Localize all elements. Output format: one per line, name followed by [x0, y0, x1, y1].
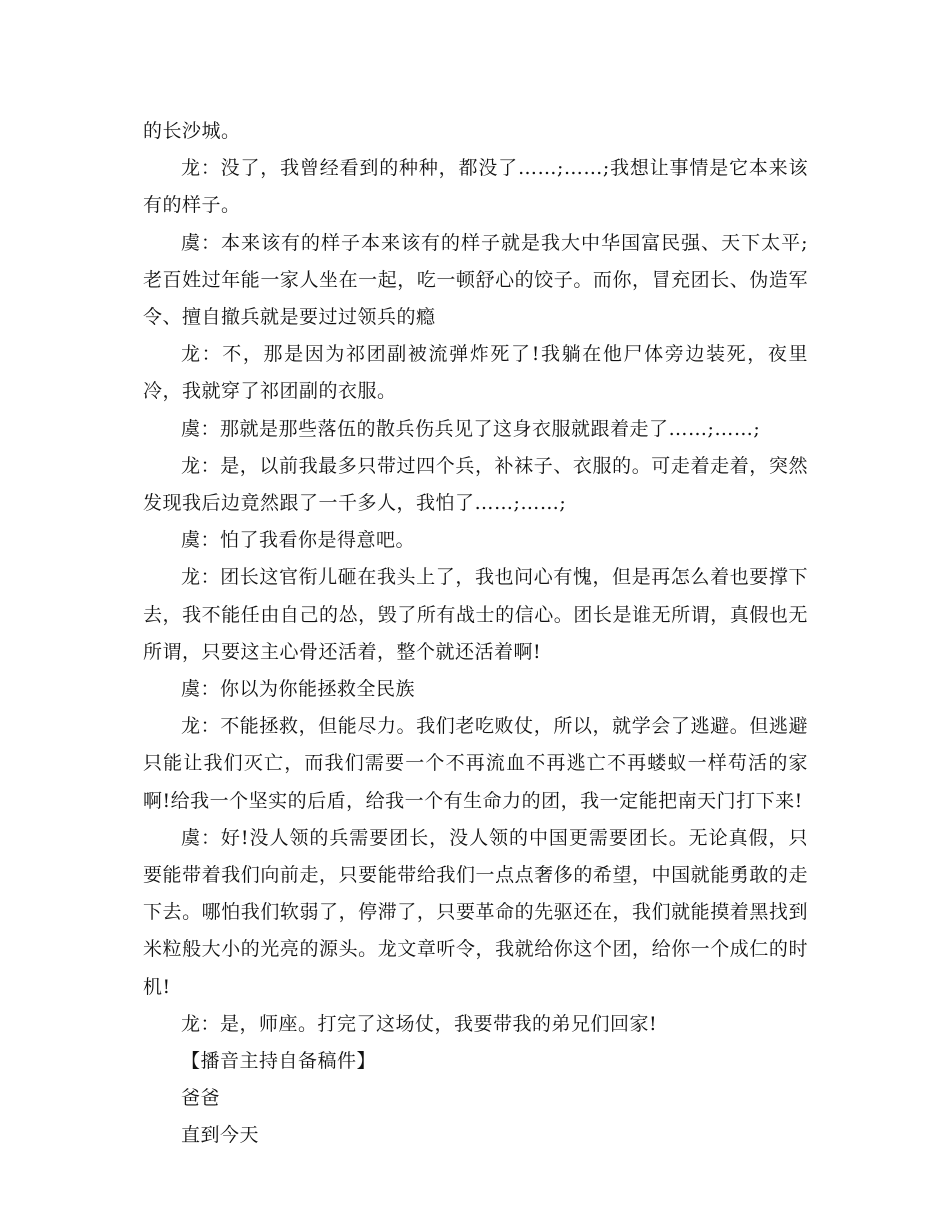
poem-line: 直到今天 — [181, 1124, 260, 1147]
paragraph-dialogue: 虞：那就是那些落伍的散兵伤兵见了这身衣服就跟着走了……;……; — [181, 417, 761, 440]
paragraph-dialogue: 虞：好!没人领的兵需要团长，没人领的中国更需要团长。无论真假，只要能带着我们向前走，只要能带给我们一点点奢侈的希望，中国就能勇敢的走下去。哪怕我们软弱了，停滞了，只要革命的先驱还在，我们就能摸着黑找到米粒般大小的光亮的源头。龙文章听令，我就给你这个团，给你一个成仁的时机! — [143, 826, 808, 998]
paragraph-dialogue: 龙：是，以前我最多只带过四个兵，补袜子、衣服的。可走着走着，突然发现我后边竟然跟了一千多人，我怕了……;……; — [143, 454, 808, 515]
document-body — [143, 113, 808, 1155]
paragraph-dialogue: 龙：团长这官衔儿砸在我头上了，我也问心有愧，但是再怎么着也要撑下去，我不能任由自己的怂，毁了所有战士的信心。团长是谁无所谓，真假也无所谓，只要这主心骨还活着，整个就还活着啊! — [143, 566, 808, 663]
paragraph-continuation: 的长沙城。 — [143, 120, 241, 142]
section-heading: 【播音主持自备稿件】 — [181, 1050, 377, 1073]
paragraph-dialogue: 龙：是，师座。打完了这场仗，我要带我的弟兄们回家! — [181, 1012, 658, 1035]
paragraph-dialogue: 龙：不能拯救，但能尽力。我们老吃败仗，所以，就学会了逃避。但逃避只能让我们灭亡，而我们需要一个不再流血不再逃亡不再蝼蚁一样苟活的家啊!给我一个坚实的后盾，给我一个有生命力的团，我一定能把南天门打下来! — [143, 715, 808, 812]
poem-title: 爸爸 — [181, 1087, 221, 1110]
paragraph-dialogue: 龙：没了，我曾经看到的种种，都没了……;……;我想让事情是它本来该有的样子。 — [143, 157, 808, 217]
paragraph-dialogue: 龙：不，那是因为祁团副被流弹炸死了!我躺在他尸体旁边装死，夜里冷，我就穿了祁团副的衣服。 — [143, 343, 808, 403]
paragraph-dialogue: 虞：你以为你能拯救全民族 — [181, 678, 416, 701]
paragraph-dialogue: 虞：怕了我看你是得意吧。 — [181, 529, 416, 552]
paragraph-dialogue: 虞：本来该有的样子本来该有的样子就是我大中华国富民强、天下太平;老百姓过年能一家人坐在一起，吃一顿舒心的饺子。而你，冒充团长、伪造军令、擅自撤兵就是要过过领兵的瘾 — [143, 231, 808, 329]
